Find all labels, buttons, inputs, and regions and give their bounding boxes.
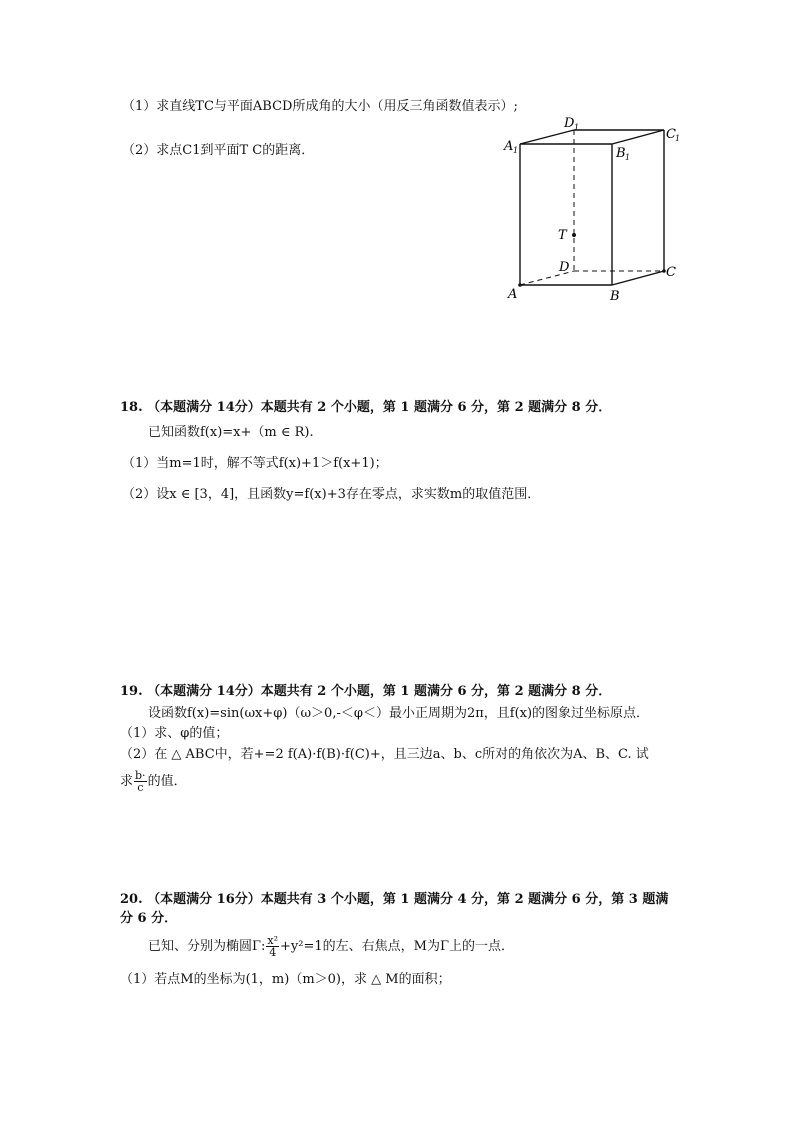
q19-fraction xyxy=(134,770,147,793)
q18-part1: （1）当m=1时，解不等式f(x)+1＞f(x+1)； xyxy=(122,456,388,471)
label-b: B xyxy=(610,289,620,304)
q19-fraction-num: b· xyxy=(135,769,146,782)
cuboid-figure xyxy=(500,108,700,308)
edge-a1-d1 xyxy=(520,130,574,144)
edge-b1-c1 xyxy=(612,130,664,144)
label-d1-sub: 1 xyxy=(574,123,580,132)
q19-part2b-post: 的值． xyxy=(147,774,187,789)
q20-intro-post: +y²=1的左、右焦点，M为Γ上的一点． xyxy=(280,939,514,954)
q20-header-line2: 分 6 分． xyxy=(120,911,178,926)
q17-part2: （2）求点C1到平面T C的距离． xyxy=(122,143,315,158)
label-b1-sub: 1 xyxy=(625,153,631,162)
q19-part2: （2）在 △ ABC中，若+=2 f(A)·f(B)·f(C)+，且三边a、b、c所对的角依次为A、B、C. 试 xyxy=(120,747,649,762)
q20-intro-pre: 已知、分别为椭圆Γ: xyxy=(148,939,266,954)
q19-header: 19. （本题满分 14分）本题共有 2 个小题，第 1 题满分 6 分，第 2 题满分 8 分． xyxy=(120,684,612,699)
q20-part1: （1）若点M的坐标为(1，m)（m＞0)，求 △ M的面积； xyxy=(120,972,451,987)
edge-b-c xyxy=(612,271,664,285)
q19-part1: （1）求、φ的值； xyxy=(120,726,229,741)
label-a1-sub: 1 xyxy=(513,146,519,155)
q18-intro: 已知函数f(x)=x+（m ∈ R). xyxy=(148,425,314,440)
point-a xyxy=(518,283,522,287)
label-c: C xyxy=(666,265,676,280)
q18-header: 18. （本题满分 14分）本题共有 2 个小题，第 1 题满分 6 分，第 2 题满分 8 分． xyxy=(120,400,612,415)
label-d: D xyxy=(559,260,570,275)
label-c1-sub: 1 xyxy=(675,134,681,143)
label-c1: C xyxy=(666,127,676,142)
q20-header-line1: 20. （本题满分 16分）本题共有 3 个小题，第 1 题满分 4 分，第 2 题满分 6 分，第 3 题满 xyxy=(120,892,669,907)
label-a: A xyxy=(508,287,518,302)
label-a1: A xyxy=(504,139,514,154)
label-d1: D xyxy=(564,116,575,131)
q20-fraction-num: x² xyxy=(267,934,279,947)
q19-part2-continued xyxy=(120,770,187,794)
q20-fraction-den: 4 xyxy=(269,946,277,959)
q19-fraction-den: c xyxy=(137,781,144,794)
label-t: T xyxy=(558,228,567,243)
label-b1: B xyxy=(616,146,626,161)
q19-part2b-pre: 求 xyxy=(120,774,134,789)
q19-intro: 设函数f(x)=sin(ωx+φ)（ω＞0,-＜φ＜）最小正周期为2π，且f(x)的图象过坐标原点． xyxy=(148,706,650,721)
q18-part2: （2）设x ∈ [3，4]，且函数y=f(x)+3存在零点，求实数m的取值范围． xyxy=(122,487,541,502)
q20-intro xyxy=(148,932,514,962)
point-t xyxy=(572,233,576,237)
q17-part1: （1）求直线TC与平面ABCD所成角的大小（用反三角函数值表示）; xyxy=(122,99,518,114)
q20-fraction xyxy=(266,935,279,958)
